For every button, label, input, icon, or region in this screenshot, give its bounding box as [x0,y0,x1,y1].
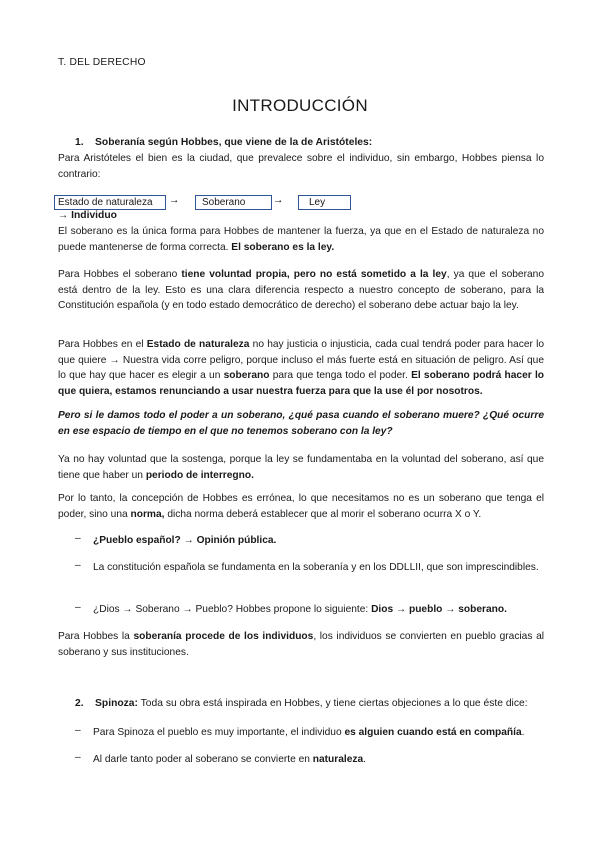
bullet-spinoza-pueblo: Para Spinoza el pueblo es muy importante, el individuo es alguien cuando está en compañía. [93,727,525,738]
course-header: T. DEL DERECHO [58,57,146,68]
section-1-title: Soberanía según Hobbes, que viene de la de Aristóteles: [95,137,373,148]
bullet-dios-soberano-pueblo: ¿Dios → Soberano → Pueblo? Hobbes propone lo siguiente: Dios → pueblo → soberano. [93,604,507,615]
page-title: INTRODUCCIÓN [232,96,368,115]
section-1-intro: Para Aristóteles el bien es la ciudad, que prevalece sobre el individuo, sin embargo, Hobbes piensa lo contrario: [58,153,544,180]
bullet-dash: – [75,602,81,613]
section-1-heading [75,137,372,148]
flow-arrow-2: → [273,194,284,206]
bullet-dash: – [75,752,81,763]
question-paragraph: Pero si le damos todo el poder a un soberano, ¿qué pasa cuando el soberano muere? ¿Qué ocurre en ese espacio de tiempo en el que no tenemos soberano con la ley? [58,410,544,437]
bullet-dash: – [75,725,81,736]
paragraph-concepcion-erronea: Por lo tanto, la concepción de Hobbes es errónea, lo que necesitamos no es un soberano que tenga el poder, sino una norma, dicha norma deberá establecer que al morir el soberano ocurra X o Y. [58,493,544,520]
flow-arrow-1: → [169,194,180,206]
section-2-number: 2. [75,698,84,709]
section-2-heading [75,698,528,709]
flow-box-soberano: Soberano [195,195,272,210]
bullet-dash: – [75,560,81,571]
paragraph-estado-naturaleza: Para Hobbes en el Estado de naturaleza no hay justicia o injusticia, cada cual tendrá poder para hacer lo que quiere → Nuestra vida corre peligro, porque incluso el más fuerte está en situación de peligro. Así que lo que hay que hacer es elegir a un soberano para que tenga todo el poder. El soberano podrá hacer lo que quiera, estamos renunciando a usar nuestra fuerza para que la use él por nosotros. [58,339,545,397]
paragraph-interregno: Ya no hay voluntad que la sostenga, porque la ley se fundamentaba en la voluntad del soberano, así que tiene que haber un periodo de interregno. [58,454,544,481]
section-2-intro: Toda su obra está inspirada en Hobbes, y tiene ciertas objeciones a lo que éste dice: [137,698,528,709]
bullet-pueblo-espanol: ¿Pueblo español? → Opinión pública. [93,535,277,546]
flow-box-estado-naturaleza: Estado de naturaleza [54,195,166,210]
flow-individuo: → Individuo [58,210,117,221]
paragraph-soberania-individuos: Para Hobbes la soberanía procede de los individuos, los individuos se convierten en pueblo gracias al soberano y sus instituciones. [58,631,544,658]
bullet-dash: – [75,533,81,544]
paragraph-soberano-fuerza: El soberano es la única forma para Hobbes de mantener la fuerza, ya que en el Estado de naturaleza no puede mantenerse de forma correcta. El soberano es la ley. [58,226,544,253]
flow-box-ley: Ley [298,195,351,210]
paragraph-voluntad-propia: Para Hobbes el soberano tiene voluntad propia, pero no está sometido a la ley, ya que el soberano está dentro de la ley. Esto es una clara diferencia respecto a nuestro concepto de soberano, para la Constitución española (y en todo estado democrático de derecho) el soberano debe actuar bajo la ley. [58,269,544,311]
bullet-spinoza-naturaleza: Al darle tanto poder al soberano se convierte en naturaleza. [93,754,366,765]
section-2-title: Spinoza: [95,698,138,709]
bullet-constitucion: La constitución española se fundamenta en la soberanía y en los DDLLII, que son imprescindibles. [93,562,539,573]
section-1-number: 1. [75,137,84,148]
